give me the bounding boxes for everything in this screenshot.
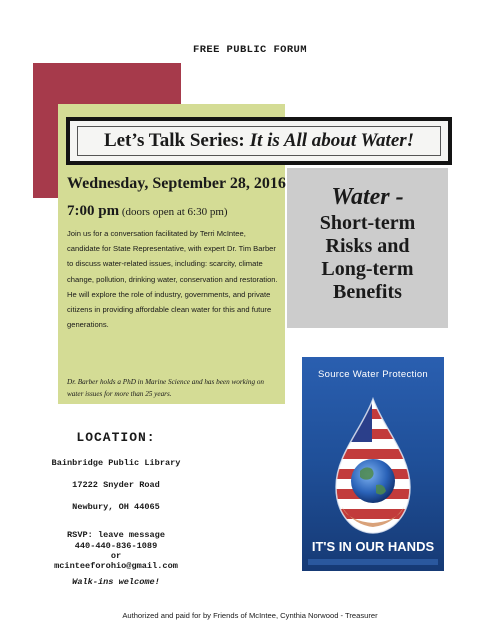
rsvp-phone: 440-440-836-1089	[74, 541, 158, 551]
venue-city: Newbury, OH 44065	[72, 502, 160, 512]
poster-bottom-text: IT'S IN OUR HANDS	[311, 539, 435, 554]
source-water-poster	[302, 357, 444, 571]
event-time: 7:00 pm	[67, 203, 120, 219]
forum-heading: FREE PUBLIC FORUM	[193, 44, 307, 56]
event-description: Join us for a conversation facilitated by Terri McIntee, candidate for State Representative, with expert Dr. Tim Barber to discuss water-related issues, including: scarcity, climate change, pollution, drinking water, conservation and restoration. He will explore the role of industry, governments, and private citizens in providing affordable clean water for this and future generations.	[67, 229, 278, 330]
event-time-line	[67, 203, 228, 220]
topic-line-4: Long-term	[321, 258, 414, 280]
venue-street: 17222 Snyder Road	[72, 480, 160, 490]
event-date: Wednesday, September 28, 2016	[67, 175, 286, 192]
rsvp-or: or	[110, 551, 122, 561]
topic-line-2: Short-term	[319, 212, 416, 234]
earth-globe-icon	[351, 459, 395, 503]
series-title: Let’s Talk Series:	[103, 130, 245, 151]
series-title-banner	[66, 117, 452, 165]
series-title-italic: It is All about Water!	[249, 130, 415, 151]
topic-text	[287, 182, 448, 304]
footer-disclaimer: Authorized and paid for by Friends of McIntee, Cynthia Norwood - Treasurer	[122, 611, 378, 620]
rsvp-line: RSVP: leave message	[67, 530, 165, 540]
topic-line-3: Risks and	[325, 235, 410, 257]
topic-line-1: Water -	[331, 184, 404, 210]
poster-top-text: Source Water Protection	[317, 369, 429, 380]
rsvp-email: mcinteeforohio@gmail.com	[54, 561, 178, 571]
poster-artwork	[302, 357, 444, 571]
doors-open-note: (doors open at 6:30 pm)	[121, 206, 228, 218]
walk-ins-note: Walk-ins welcome!	[72, 577, 160, 587]
location-label: LOCATION:	[76, 430, 156, 445]
venue-name: Bainbridge Public Library	[51, 458, 181, 468]
speaker-bio-note: Dr. Barber holds a PhD in Marine Science and has been working on water issues for more than 25 years.	[67, 378, 265, 398]
topic-line-5: Benefits	[333, 281, 402, 303]
